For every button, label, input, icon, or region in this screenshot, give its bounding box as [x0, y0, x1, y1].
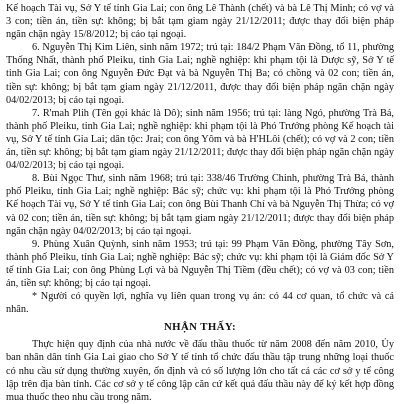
defendant-5-continued: Kế hoạch Tài vụ, Sở Y tế tỉnh Gia Lai; con ông Lê Thành (chết) và bà Lê Thị Minh; có vợ và 3 con; tiền án, tiền sự: không; bị bắt tạm giam ngày 21/12/2011; được thay đổi biện pháp ngăn chặn ngày 15/8/2012; bị cáo tại ngoại.	[6, 3, 394, 41]
defendant-7: 7. R'mah Plih (Tên gọi khác là Dô); sinh năm 1956; trú tại: làng Ngó, phường Trà Bá, thành phố Pleiku, tỉnh Gia Lai; nghề nghiệp: khi phạm tội là Phó Trưởng phòng Kế hoạch tài vụ, Sở Y tế tỉnh Gia Lai; dân tộc: Jrai; con ông Yôm và bà H'HLôi (chết); có vợ và 2 con; tiền án, tiền sự: không; bị bắt tạm giam ngày 21/12/2011; được thay đổi biện pháp ngăn chặn ngày 04/02/2013; bị cáo tại ngoại.	[6, 107, 394, 172]
defendant-8: 8. Bùi Ngọc Thư, sinh năm 1968; trú tại: 338/46 Trường Chinh, phường Trà Bá, thành phố Pleiku, tỉnh Gia Lai; nghề nghiệp: Bác sỹ; chức vụ: khi phạm tội là Phó Trưởng phòng Kế hoạch Tài vụ, Sở Y tế tỉnh Gia Lai; con ông Bùi Thanh Chí và bà Nguyễn Thị Thừa; có vợ và 02 con; tiền án, tiền sự: không; bị bắt tạm giam ngày 21/12/2011; được thay đổi biện pháp ngăn chặn ngày 04/02/2013; bị cáo tại ngoại.	[6, 173, 394, 237]
related-parties-note: * Người có quyền lợi, nghĩa vụ liên quan trong vụ án: có 44 cơ quan, tổ chức và cá nhân.	[6, 291, 394, 316]
findings-paragraph: Thực hiện quy định của nhà nước về đấu thầu thuốc từ năm 2008 đến năm 2010, Ủy ban nhân dân tỉnh Gia Lai giao cho Sở Y tế tỉnh tổ chức đấu thầu tập trung những loại thuốc có nhu cầu sử dụng thường xuyên, ổn định và có số lượng lớn cho tất cả các cơ sở y tế công lập trên địa bàn tỉnh. Các cơ sở y tế công lập căn cứ kết quả đấu thầu này để ký kết hợp đồng mua thuốc theo nhu cầu trong năm.	[6, 339, 394, 403]
section-heading: NHẬN THẤY:	[163, 321, 237, 334]
defendant-6: 6. Nguyễn Thị Kim Liên, sinh năm 1972; trú tại: 184/2 Phạm Văn Đồng, tổ 11, phường Thống Nhất, thành phố Pleiku, tỉnh Gia Lai; nghề nghiệp: khi phạm tội là Dược sỹ, Sở Y tế tỉnh Gia Lai; con ông Nguyễn Đức Đạt và bà Nguyễn Thị Ba; có chồng và 02 con; tiền án, tiền sự: không; bị bắt tạm giam ngày 21/12/2011, được thay đổi biện pháp ngăn chặn ngày 04/02/2013; bị cáo tại ngoại.	[6, 42, 394, 106]
defendant-9: 9. Phùng Xuân Quỳnh, sinh năm 1953; trú tại: 99 Phạm Văn Đồng, phường Tây Sơn, thành phố Pleiku, tỉnh Gia Lai; nghề nghiệp: Bác sỹ; chức vụ: khi phạm tội là Giám đốc Sở Y tế tỉnh Gia Lai; con ông Phùng Lợi và bà Nguyễn Thị Tiềm (đều chết); có vợ và 03 con; tiền án, tiền sự: không; bị cáo tại ngoại.	[6, 238, 394, 289]
